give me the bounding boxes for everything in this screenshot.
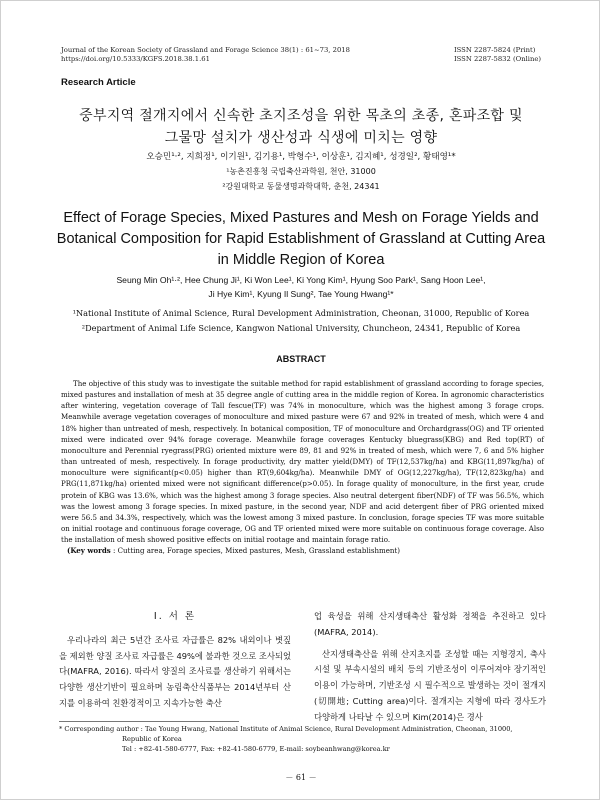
corr-line1: * Corresponding author : Tae Young Hwang, National Institute of Animal Science, Rural Development Administration, Cheonan, 31000,: [59, 725, 513, 733]
intro-heading: Ⅰ. 서 론: [153, 611, 197, 622]
english-authors-line1: Seung Min Oh¹·², Hee Chung Ji¹, Ki Won Lee¹, Ki Yong Kim¹, Hyung Soo Park¹, Sang Hoon Lee¹,: [116, 275, 486, 285]
english-title: [41, 208, 561, 271]
footnote-divider: [59, 721, 239, 722]
doi-link[interactable]: https://doi.org/10.5333/KGFS.2018.38.1.61: [61, 55, 210, 63]
issn-print: ISSN 2287-5824 (Print): [453, 46, 536, 54]
corr-line3: Tel : +82-41-580-6777, Fax: +82-41-580-6779, E-mail: soybeanhwang@korea.kr: [122, 744, 390, 753]
journal-header: [61, 46, 350, 64]
page-number: － 61 －: [285, 773, 317, 782]
korean-authors: 오승민¹·², 지희정¹, 이기원¹, 김기용¹, 박형수¹, 이상훈¹, 김지혜¹, 성경일², 황태영¹*: [146, 152, 456, 162]
intro-paragraph-2: 산지생태축산을 위해 산지초지를 조성할 때는 지형경지, 축사시설 및 부속시설의 배치 등의 기반조성이 이루어져야 장기적인 이용이 가능하며, 기반조성 시 필수적으로 발생하는 것이 절개지(切開地; Cutting area)이다. 절개지는 지형에 따라 경사도가 다양하게 나타날 수 있으며 Kim(2014)은 경사: [314, 648, 546, 722]
intro-left-column: [59, 609, 291, 712]
journal-citation: Journal of the Korean Society of Grassland and Forage Science 38(1) : 61~73, 2018: [61, 46, 350, 54]
intro-paragraph-1: 우리나라의 최근 5년간 조사료 자급률은 82% 내외이나 볏짚을 제외한 양질 조사료 자급률은 49%에 불과한 것으로 조사되었다(MAFRA, 2016). 따라서 양질의 조사료를 생산하기 위해서는 다양한 생산기반이 필요하며 농림축산식품부는 2014년부터 산지를 이용하여 친환경적이고 지속가능한 축산: [59, 634, 291, 708]
intro-paragraph-1-cont: 업 육성을 위해 산지생태축산 활성화 정책을 추진하고 있다(MAFRA, 2014).: [314, 611, 546, 637]
english-authors: [56, 273, 546, 301]
keywords-label: (Key words: [67, 546, 111, 556]
issn-online: ISSN 2287-5832 (Online): [453, 55, 541, 63]
keywords-list: : Cutting area, Forage species, Mixed pastures, Mesh, Grassland establishment): [110, 546, 400, 556]
korean-affiliation-2: ²강원대학교 동물생명과학대학, 춘천, 24341: [222, 182, 380, 191]
korean-title-line2: 그물망 설치가 생산성과 식생에 미치는 영향: [164, 130, 438, 146]
abstract-heading: ABSTRACT: [276, 354, 326, 364]
english-title-line1: Effect of Forage Species, Mixed Pastures and Mesh on Forage Yields and: [63, 210, 539, 226]
corresponding-author-note: [59, 725, 513, 754]
english-affiliation-1: ¹National Institute of Animal Science, Rural Development Administration, Cheonan, 31000, Republic of Korea: [72, 308, 530, 318]
article-type: Research Article: [61, 77, 136, 88]
korean-title-line1: 중부지역 절개지에서 신속한 초지조성을 위한 목초의 초종, 혼파조합 및: [79, 108, 523, 124]
english-authors-line2: Ji Hye Kim¹, Kyung Il Sung², Tae Young Hwang¹*: [208, 289, 394, 299]
english-title-line2: Botanical Composition for Rapid Establishment of Grassland at Cutting Area: [56, 231, 546, 247]
korean-title: [41, 105, 561, 149]
korean-affiliation-1: ¹농촌진흥청 국립축산과학원, 천안, 31000: [226, 167, 376, 176]
keywords: [61, 545, 544, 556]
abstract-body: [61, 378, 544, 557]
issn-block: [454, 46, 541, 64]
english-affiliation-2: ²Department of Animal Life Science, Kangwon National University, Chuncheon, 24341, Republic of Korea: [81, 323, 521, 333]
abstract-text: The objective of this study was to investigate the suitable method for rapid establishment of grassland according to forage species, mixed pastures and installation of mesh at 35 degree angle of cutting area in the middle region of Korea. In agronomic characteristics after wintering, vegetation coverage of Tall fescue(TF) was 74% in monoculture, which was the highest among 3 forage crops. Meanwhile average vegetation coverages of monoculture and mixed pasture were 67 and 92% in treated of mesh, which were 4 and 18% higher than untreated of mesh, respectively. In botanical composition, TF of monoculture and Orchardgrass(OG) and TF oriented mixed were indicated over 94% forage coverage. Meanwhile forage coverages Kentucky bluegrass(KBG) and Red top(RT) of monoculture and Perennial ryegrass(PRG) oriented mixture were 89, 81 and 92% in treated of mesh, which were 7, 6 and 5% higher than untreated of mesh, respectively. In forage productivity, dry matter yield(DMY) of TF(12,537kg/ha) and KBG(11,897kg/ha) of monoculture were significant(p<0.05) higher than RT(9,604kg/ha). Meanwhile DMY of OG(12,227kg/ha), TF(12,823kg/ha) and PRG(11,871kg/ha) oriented mixed were not significant difference(p>0.05). In forage quality of monoculture, in the first year, crude protein of KBG was 13.6%, which was the highest among 3 forage species. Also neutral detergent fiber(NDF) of TF was 56.5%, which was the lowest among 3 forage species. In mixed pasture, in the second year, NDF and acid detergent fiber of PRG oriented mixed were 56.5 and 34.3%, respectively, which was the lowest among 3 mixed pasture. In conclusion, forage species TF was more suitable on initial rootage and continuous forage coverage, OG and TF oriented mixed were more suitable on continuous forage coverage. Also the installation of mesh showed positive effects on initial rootage and maintain forage ratio.: [61, 379, 544, 545]
corr-line2: Republic of Korea: [122, 734, 182, 743]
english-title-line3: in Middle Region of Korea: [217, 252, 385, 268]
intro-right-column: [314, 609, 546, 726]
